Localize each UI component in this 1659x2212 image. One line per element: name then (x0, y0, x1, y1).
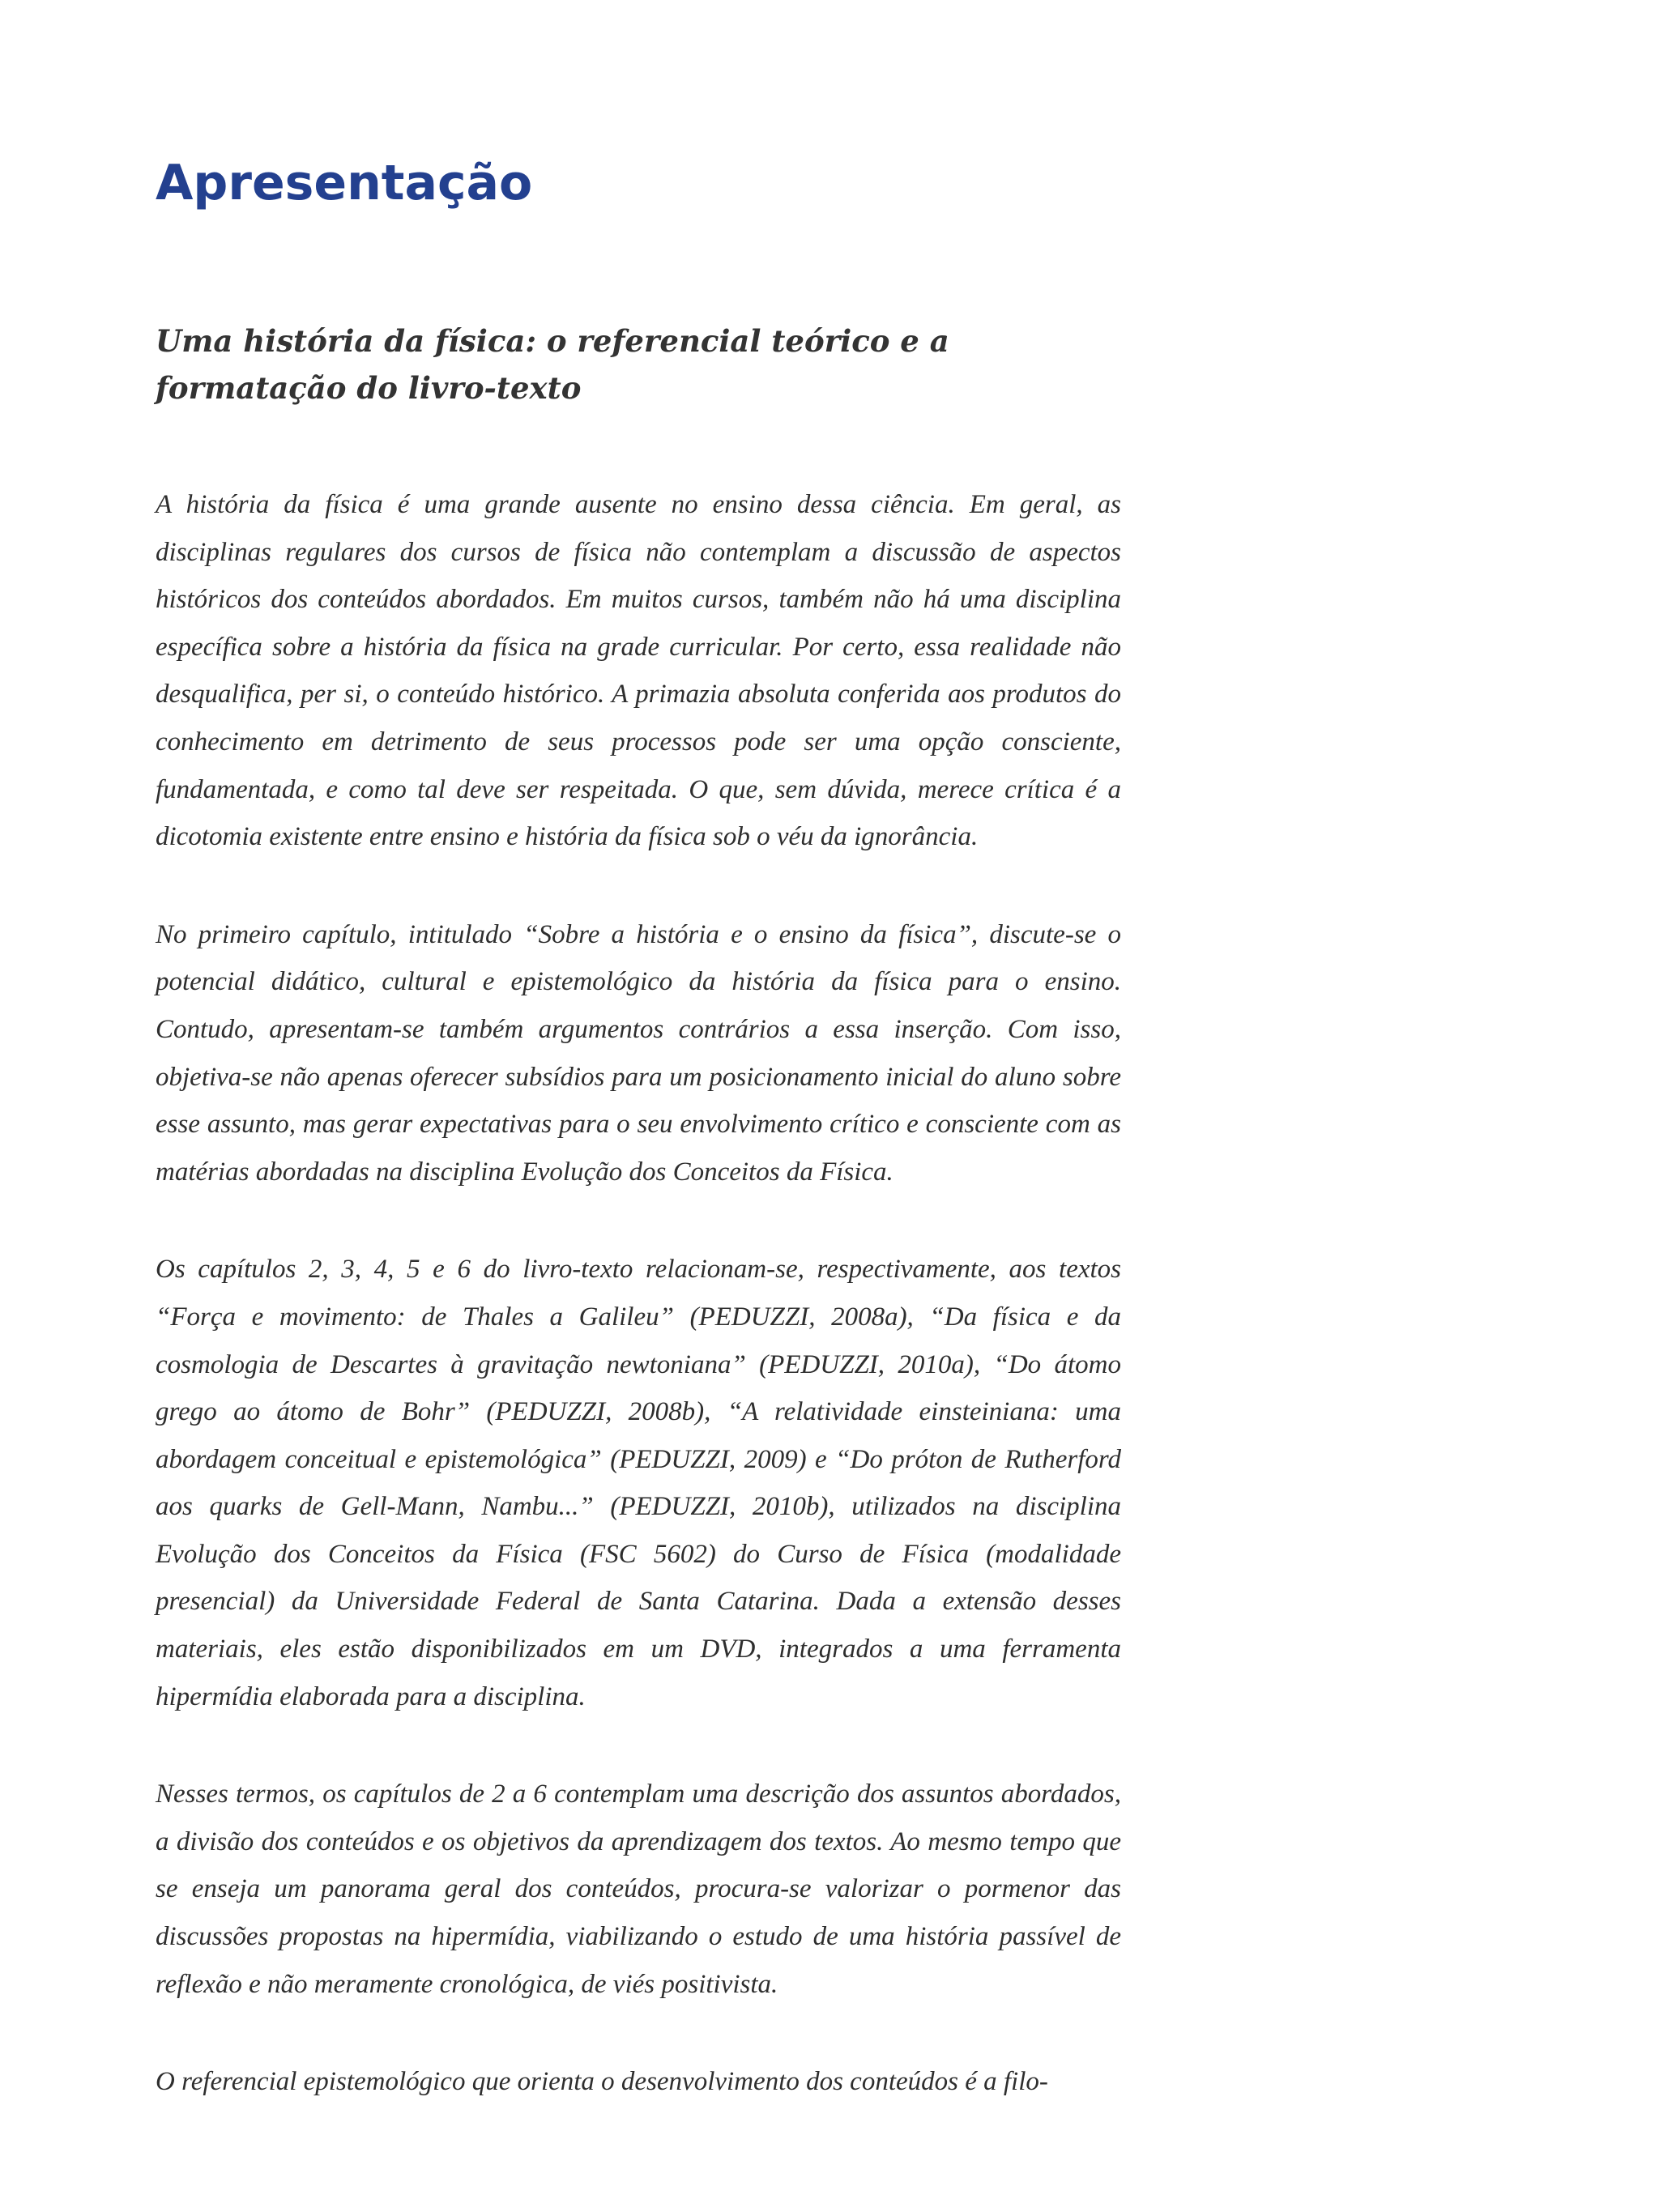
paragraph: A história da física é uma grande ausente no ensino dessa ciência. Em geral, as disciplinas regulares dos cursos de física não contemplam a discussão de aspectos históricos dos conteúdos abordados. Em muitos cursos, também não há uma disciplina específica sobre a história da física na grade curricular. Por certo, essa realidade não desqualifica, per si, o conteúdo histórico. A primazia absoluta conferida aos produtos do conhecimento em detrimento de seus processos pode ser uma opção consciente, fundamentada, e como tal deve ser respeitada. O que, sem dúvida, merece crítica é a dicotomia existente entre ensino e história da física sob o véu da ignorância. (156, 490, 1121, 852)
paragraph: No primeiro capítulo, intitulado “Sobre a história e o ensino da física”, discute-se o potencial didático, cultural e epistemológico da história da física para o ensino. Contudo, apresentam-se também argumentos contrários a essa inserção. Com isso, objetiva-se não apenas oferecer subsídios para um posicionamento inicial do aluno sobre esse assunto, mas gerar expectativas para o seu envolvimento crítico e consciente com as matérias abordadas na disciplina Evolução dos Conceitos da Física. (156, 919, 1121, 1187)
paragraph: Nesses termos, os capítulos de 2 a 6 contemplam uma descrição dos assuntos abordados, a divisão dos conteúdos e os objetivos da aprendizagem dos textos. Ao mesmo tempo que se enseja um panorama geral dos conteúdos, procura-se valorizar o pormenor das discussões propostas na hipermídia, viabilizando o estudo de uma história passível de reflexão e não meramente cronológica, de viés positivista. (156, 1779, 1121, 1999)
chapter-title: Apresentação (156, 155, 533, 211)
paragraph: Os capítulos 2, 3, 4, 5 e 6 do livro-texto relacionam-se, respectivamente, aos textos “Força e movimento: de Thales a Galileu” (PEDUZZI, 2008a), “Da física e da cosmologia de Descartes à gravitação newtoniana” (PEDUZZI, 2010a), “Do átomo grego ao átomo de Bohr” (PEDUZZI, 2008b), “A relatividade einsteiniana: uma abordagem conceitual e epistemológica” (PEDUZZI, 2009) e “Do próton de Rutherford aos quarks de Gell-Mann, Nambu...” (PEDUZZI, 2010b), utilizados na disciplina Evolução dos Conceitos da Física (FSC 5602) do Curso de Física (modalidade presencial) da Universidade Federal de Santa Catarina. Dada a extensão desses materiais, eles estão disponibilizados em um DVD, integrados a uma ferramenta hipermídia elaborada para a disciplina. (156, 1255, 1121, 1711)
paragraph-fragment: O referencial epistemológico que orienta o desenvolvimento dos conteúdos é a filo- (156, 2067, 1048, 2097)
section-heading: Uma história da física: o referencial teórico e a formatação do livro-texto (156, 323, 949, 406)
page-content (156, 318, 1121, 2156)
